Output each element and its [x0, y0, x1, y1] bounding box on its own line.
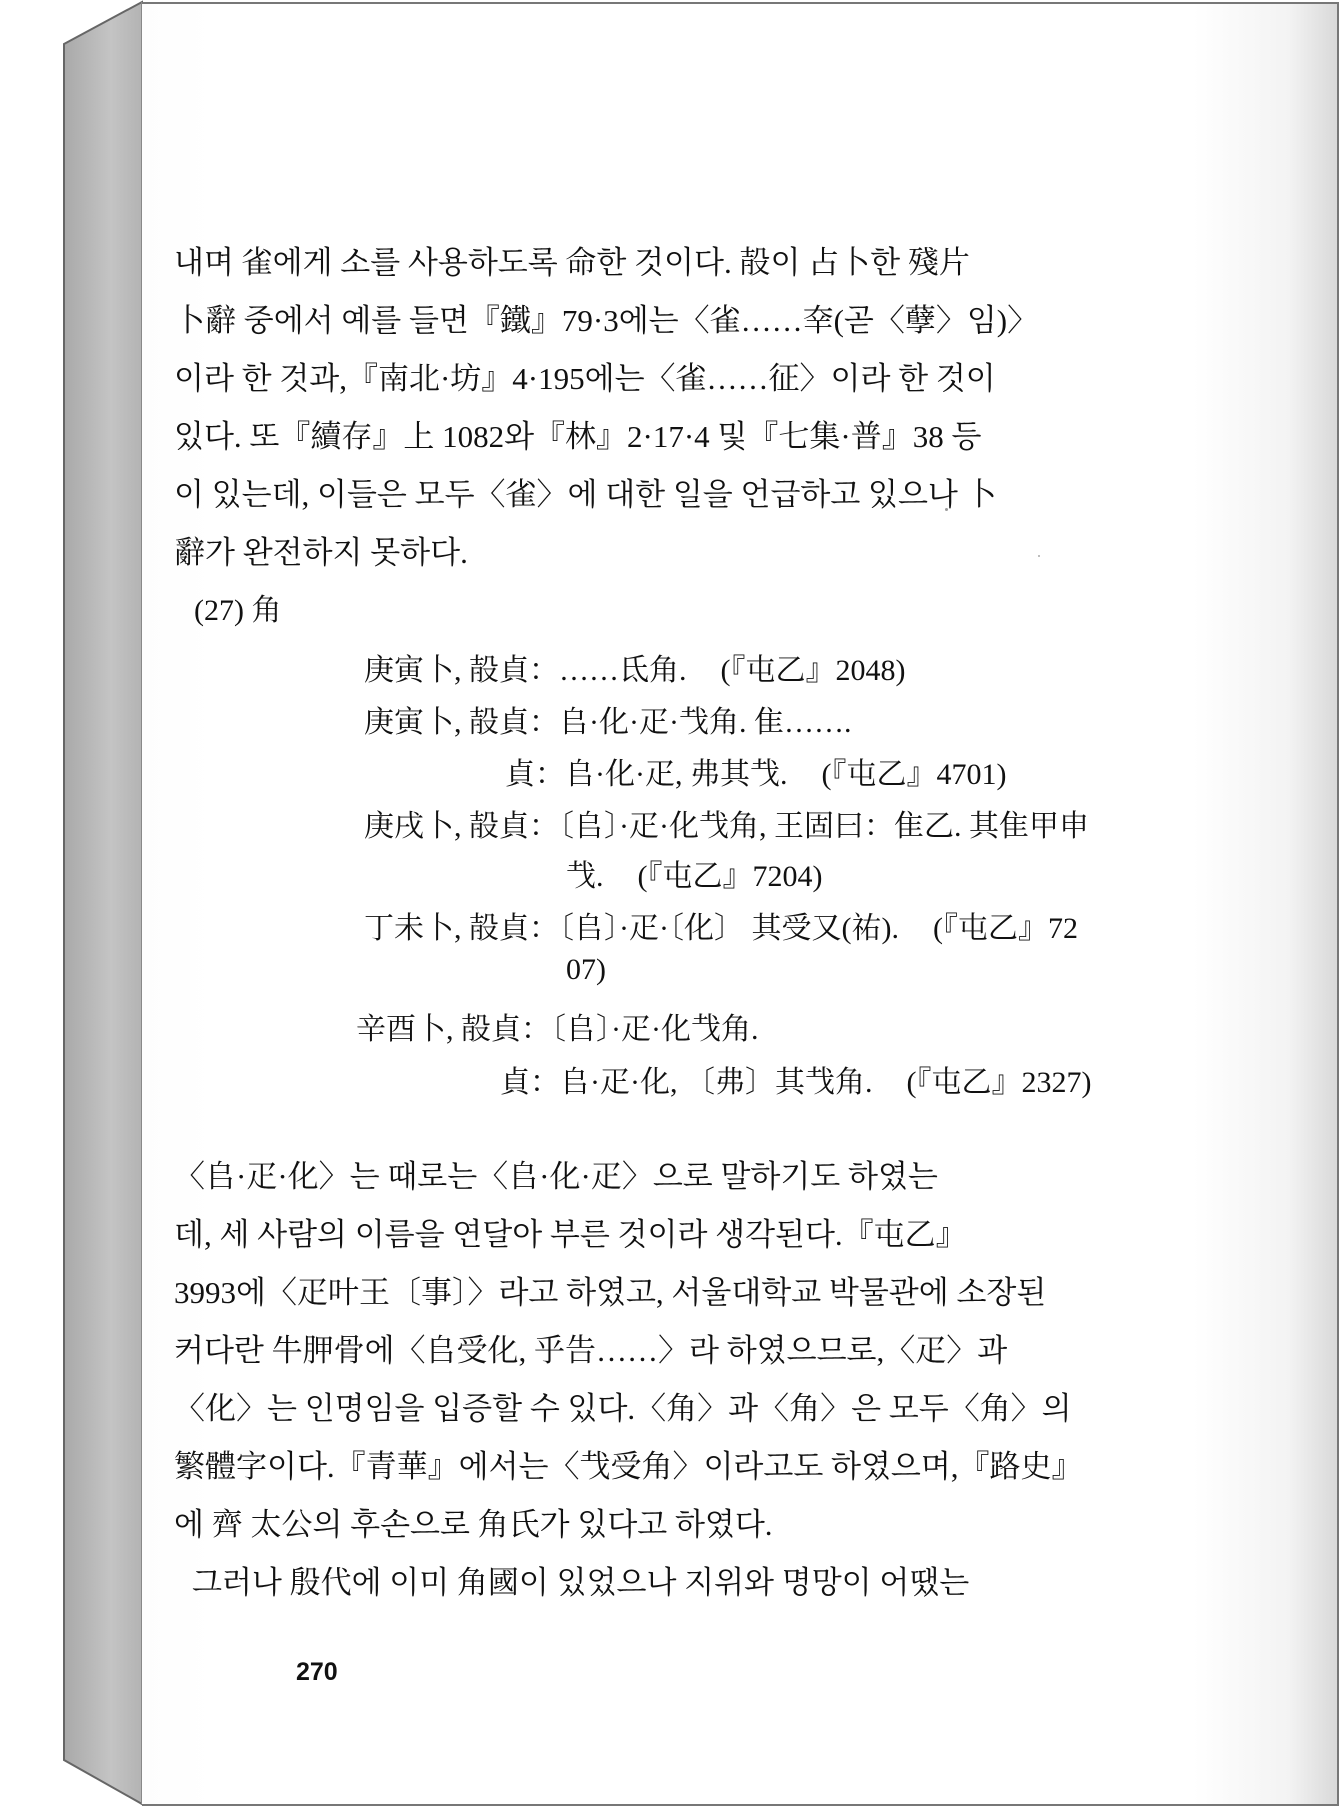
text-line: 데, 세 사람의 이름을 연달아 부른 것이라 생각된다.『屯乙』 — [174, 1217, 967, 1252]
inscription-text: 貞：𠂤·疋·化, 〔弗〕其𢦏角. — [500, 1066, 873, 1099]
text-line: 이라 한 것과,『南北·坊』4·195에는〈雀……征〉이라 한 것이 — [174, 361, 996, 396]
inscription-row — [364, 645, 905, 689]
page-number: 270 — [296, 1658, 338, 1686]
text-line: 내며 雀에게 소를 사용하도록 命한 것이다. 㱿이 占卜한 殘片 — [174, 245, 970, 280]
inscription-source: (『屯乙』72 — [932, 912, 1078, 945]
inscription-text: 07) — [566, 953, 606, 986]
inscription-row — [566, 953, 640, 987]
inscription-text: 貞：𠂤·化·疋, 弗其𢦏. — [505, 758, 788, 791]
inscription-text: 丁未卜, 㱿貞：〔𠂤〕·疋·〔化〕 其受又(祐). — [364, 912, 899, 945]
text-line: 3993에〈疋叶王〔事〕〉라고 하였고, 서울대학교 박물관에 소장된 — [174, 1275, 1047, 1310]
text-line: 그러나 殷代에 이미 角國이 있었으나 지위와 명망이 어땠는 — [192, 1565, 970, 1600]
text-line: 이 있는데, 이들은 모두〈雀〉에 대한 일을 언급하고 있으나 卜 — [174, 477, 997, 512]
inscription-row — [356, 1004, 792, 1048]
paper-speck — [1038, 555, 1040, 557]
text-line: 있다. 또『續存』上 1082와『林』2·17·4 및『七集·普』38 등 — [174, 419, 982, 454]
entry-heading: (27) 角 — [194, 594, 282, 627]
inscription-row — [505, 749, 1006, 793]
inscription-text: 庚寅卜, 㱿貞：𠂤·化·疋·𢦏角. 隹……. — [364, 706, 852, 739]
inscription-text: 辛酉卜, 㱿貞：〔𠂤〕·疋·化𢦏角. — [356, 1013, 759, 1046]
text-line: 커다란 牛胛骨에〈𠂤受化, 乎告……〉라 하였으므로,〈疋〉과 — [174, 1333, 1008, 1368]
paragraph-continuation — [192, 1554, 1036, 1612]
paragraph-discussion — [174, 1148, 1083, 1554]
inscription-source: (『屯乙』7204) — [637, 860, 823, 893]
book-spine — [0, 0, 160, 1806]
text-line: 辭가 완전하지 못하다. — [174, 535, 468, 570]
text-line: 〈化〉는 인명임을 입증할 수 있다.〈角〉과〈角〉은 모두〈角〉의 — [174, 1391, 1072, 1426]
inscription-source: (『屯乙』4701) — [821, 758, 1007, 791]
text-line: 〈𠂤·疋·化〉는 때로는〈𠂤·化·疋〉으로 말하기도 하였는 — [174, 1159, 938, 1194]
paragraph-intro — [174, 234, 1039, 582]
inscription-source: (『屯乙』2048) — [720, 654, 906, 687]
inscription-text: 庚戌卜, 㱿貞：〔𠂤〕·疋·化𢦏角, 王固曰：隹乙. 其隹甲申 — [364, 810, 1089, 843]
text-line: 에 齊 太公의 후손으로 角氏가 있다고 하였다. — [174, 1507, 773, 1542]
inscription-row — [364, 903, 1078, 947]
text-line: 繁體字이다.『青華』에서는〈𢦏受角〉이라고도 하였으며,『路史』 — [174, 1449, 1083, 1484]
inscription-text: 𢦏. — [566, 860, 604, 893]
text-line: 卜辭 중에서 예를 들면『鐵』79·3에는〈雀……㚔(곧〈孽〉임)〉 — [174, 303, 1039, 338]
inscription-source: (『屯乙』2327) — [906, 1066, 1092, 1099]
inscription-row — [566, 851, 822, 895]
inscription-row — [364, 697, 885, 741]
inscription-row — [364, 801, 1123, 845]
inscription-row — [500, 1057, 1091, 1101]
inscription-text: 庚寅卜, 㱿貞：……氐角. — [364, 654, 687, 687]
